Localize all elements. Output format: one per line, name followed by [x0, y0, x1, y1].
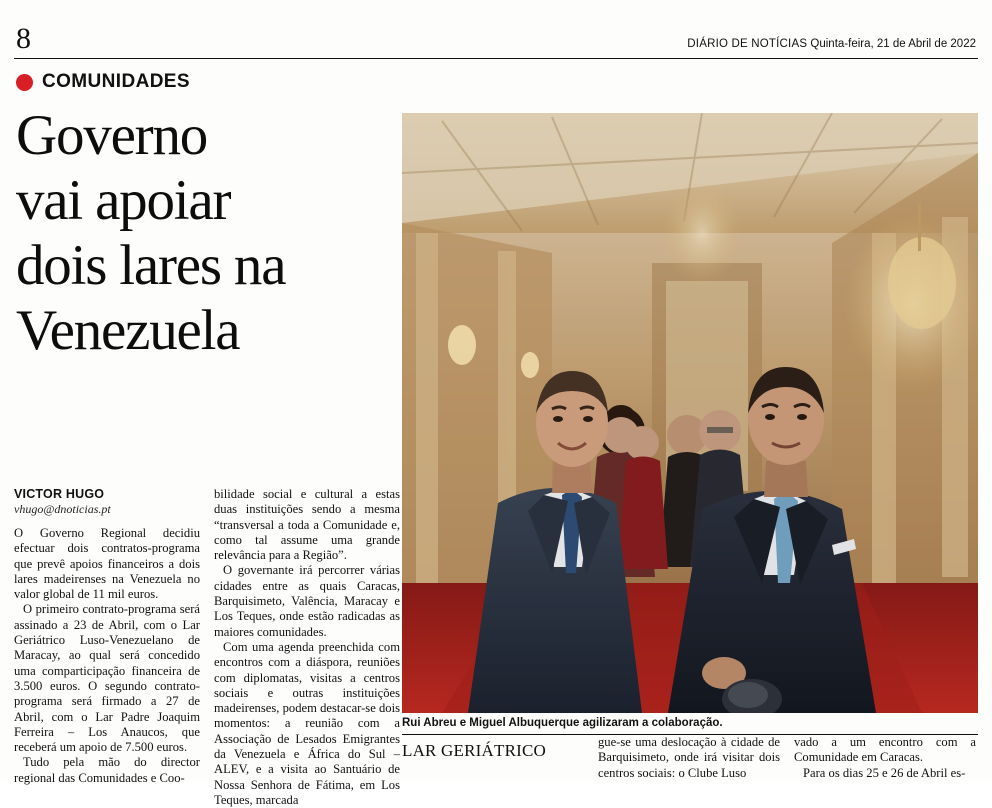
publication-date: Quinta-feira, 21 de Abril de 2022: [810, 38, 976, 50]
masthead-info: [687, 38, 978, 54]
headline-line-3: dois lares na: [16, 234, 286, 297]
byline-email: vhugo@dnoticias.pt: [14, 502, 111, 516]
press-photo: [402, 113, 978, 713]
article-body: [14, 487, 400, 808]
paragraph: O Governo Regional decidiu efectuar dois contratos-programa que prevê apoios financeiros a dois lares madeirenses na Venezuela no valor global de 11 mil euros.: [14, 526, 200, 602]
body-column-1: [14, 487, 200, 808]
bottom-column-3: [794, 735, 976, 781]
paragraph: O governante irá percorrer várias cidades entre as quais Caracas, Barquisimeto, Valência, Maracay e Los Teques, onde estão radicadas as maiores comunidades.: [214, 563, 400, 639]
paragraph: Para os dias 25 e 26 de Abril es-: [803, 765, 966, 780]
section-dot-icon: [16, 74, 33, 91]
body-column-2: [214, 487, 400, 808]
section-label: COMUNIDADES: [42, 71, 190, 92]
headline-line-1: Governo: [16, 104, 208, 167]
paragraph: bilidade social e cultural a estas duas instituições sendo a mesma “transversal a toda a Comunidade e, como tal assume uma grande relevância para a Região”.: [214, 487, 400, 563]
paragraph: Com uma agenda preenchida com encontros com a diáspora, reuniões com diplomatas, visitas a centros sociais e outras instituições madeirenses, podem destacar-se dois momentos: a reunião com a Associação de Lesados Emigrantes da Venezuela e África do Sul – ALEV, e a visita ao Santuário de Nossa Senhora de Fátima, em Los Teques, marcada: [214, 639, 400, 807]
paragraph: gue-se uma deslocação à cidade de Barquisimeto, onde irá visitar dois centros sociais: o Clube Luso: [598, 735, 780, 780]
headline-line-2: vai apoiar: [16, 169, 231, 232]
page-number: 8: [16, 22, 31, 55]
photo-caption: Rui Abreu e Miguel Albuquerque agilizaram a colaboração.: [402, 717, 978, 735]
section-kicker: [14, 71, 978, 93]
headline-line-4: Venezuela: [16, 299, 240, 362]
paragraph: Tudo pela mão do director regional das Comunidades e Coo-: [14, 755, 200, 785]
headline: [14, 103, 408, 363]
paragraph: O primeiro contrato-programa será assinado a 23 de Abril, com o Lar Geriátrico Luso-Venezuelano de Maracay, ao qual será concedido uma comparticipação financeira de 3.500 euros. O segundo contrato-programa será firmado a 27 de Abril, com o Lar Padre Joaquim Ferreira – Los Anaucos, que receberá um apoio de 7.500 euros.: [14, 602, 200, 755]
bottom-column-2: [598, 735, 780, 781]
masthead: [14, 0, 978, 59]
paragraph: vado a um encontro com a Comunidade em Caracas.: [794, 735, 976, 765]
bottom-columns: [402, 735, 978, 781]
bottom-column-1: [402, 735, 584, 781]
subheading: LAR GERIÁTRICO: [402, 741, 546, 760]
publication-title: DIÁRIO DE NOTÍCIAS: [687, 38, 808, 50]
press-photo-two-men-corridor: [402, 113, 978, 713]
byline-author: VICTOR HUGO: [14, 487, 105, 501]
